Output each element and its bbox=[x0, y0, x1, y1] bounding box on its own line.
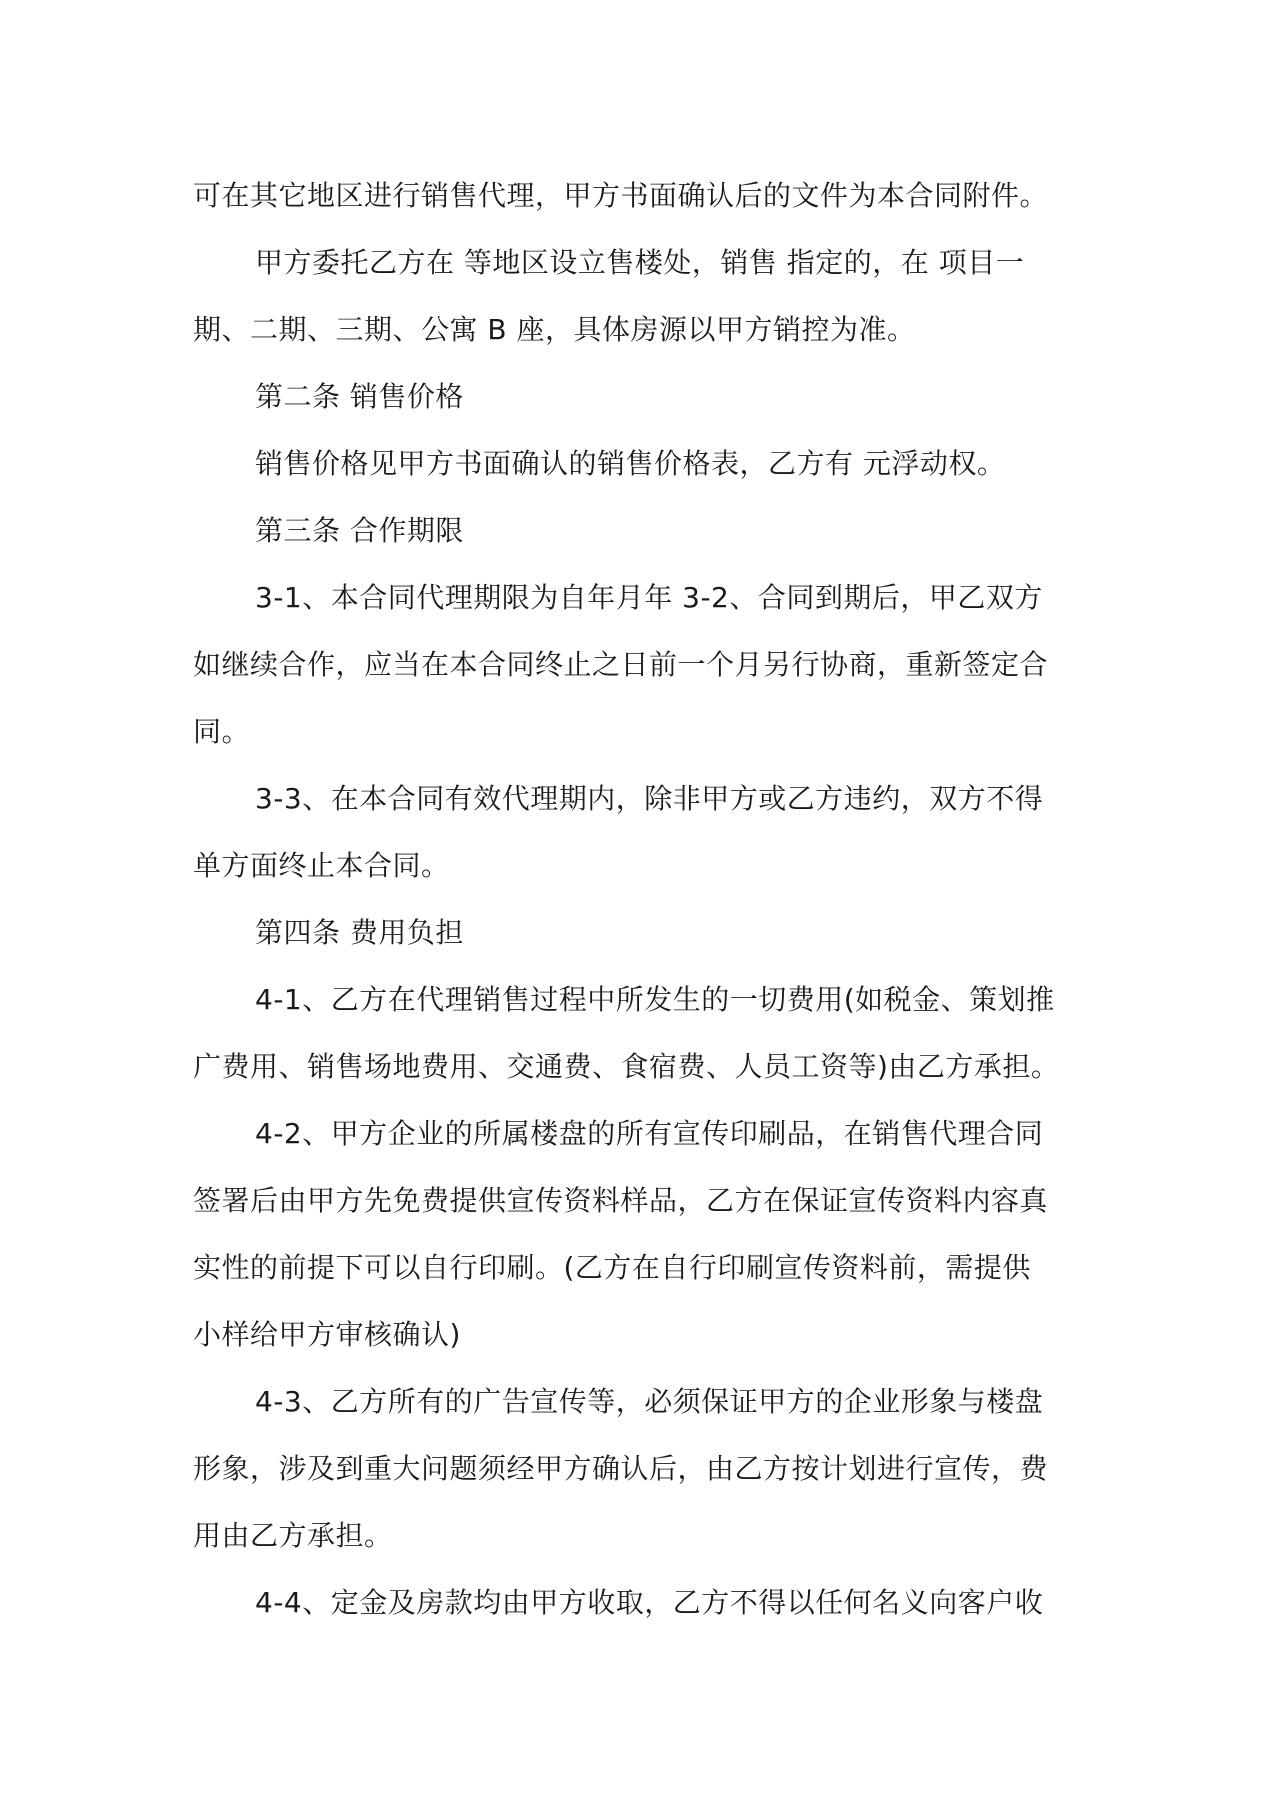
paragraph-line: 单方面终止本合同。 bbox=[193, 849, 450, 882]
paragraph-line: 3-3、在本合同有效代理期内，除非甲方或乙方违约，双方不得 bbox=[255, 782, 1044, 815]
paragraph-line: 4-4、定金及房款均由甲方收取，乙方不得以任何名义向客户收 bbox=[255, 1586, 1044, 1619]
paragraph-line: 4-1、乙方在代理销售过程中所发生的一切费用(如税金、策划推 bbox=[255, 983, 1055, 1016]
paragraph-line: 实性的前提下可以自行印刷。(乙方在自行印刷宣传资料前，需提供 bbox=[193, 1251, 1031, 1284]
paragraph-line: 签署后由甲方先免费提供宣传资料样品，乙方在保证宣传资料内容真 bbox=[193, 1184, 1049, 1217]
section-heading: 第四条 费用负担 bbox=[255, 916, 464, 949]
paragraph-line: 同。 bbox=[193, 715, 251, 748]
section-heading: 第二条 销售价格 bbox=[255, 380, 464, 413]
paragraph-line: 可在其它地区进行销售代理，甲方书面确认后的文件为本合同附件。 bbox=[193, 179, 1049, 212]
paragraph-line: 小样给甲方审核确认) bbox=[193, 1318, 461, 1351]
paragraph-line: 广费用、销售场地费用、交通费、食宿费、人员工资等)由乙方承担。 bbox=[193, 1050, 1060, 1083]
paragraph-line: 4-3、乙方所有的广告宣传等，必须保证甲方的企业形象与楼盘 bbox=[255, 1385, 1044, 1418]
document-body bbox=[193, 162, 1093, 1636]
paragraph-line: 4-2、甲方企业的所属楼盘的所有宣传印刷品，在销售代理合同 bbox=[255, 1117, 1044, 1150]
paragraph-line: 用由乙方承担。 bbox=[193, 1519, 393, 1552]
paragraph-line: 如继续合作，应当在本合同终止之日前一个月另行协商，重新签定合 bbox=[193, 648, 1049, 681]
paragraph-line: 甲方委托乙方在 等地区设立售楼处，销售 指定的，在 项目一 bbox=[255, 246, 1025, 279]
paragraph-line: 形象，涉及到重大问题须经甲方确认后，由乙方按计划进行宣传，费 bbox=[193, 1452, 1049, 1485]
paragraph-line: 期、二期、三期、公寓 B 座，具体房源以甲方销控为准。 bbox=[193, 313, 916, 346]
section-heading: 第三条 合作期限 bbox=[255, 514, 464, 547]
paragraph-line: 销售价格见甲方书面确认的销售价格表，乙方有 元浮动权。 bbox=[255, 447, 1006, 480]
paragraph-line: 3-1、本合同代理期限为自年月年 3-2、合同到期后，甲乙双方 bbox=[255, 581, 1043, 614]
